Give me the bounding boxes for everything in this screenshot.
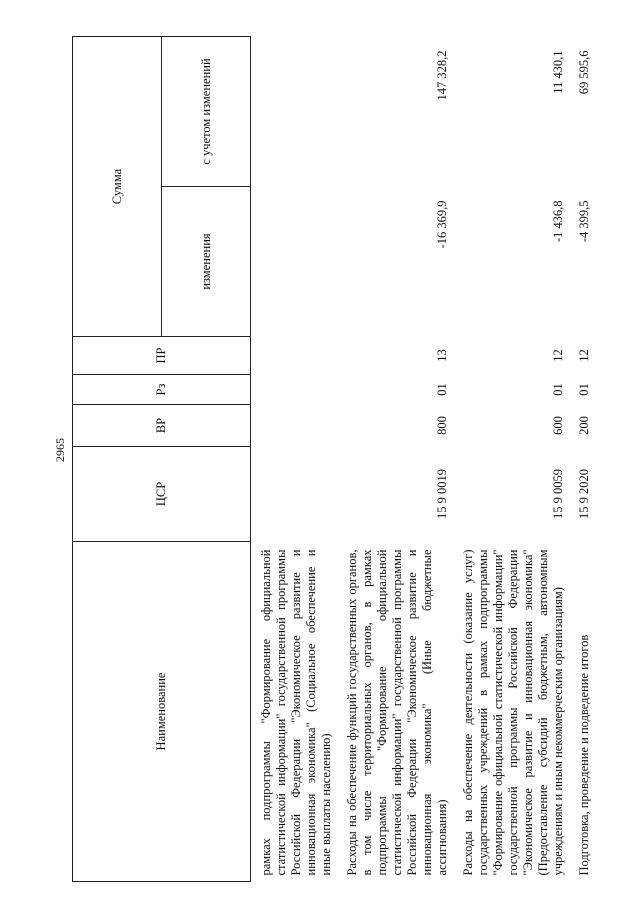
table-row	[251, 37, 338, 882]
header-pr: ПР	[73, 337, 251, 375]
row-csr	[251, 447, 338, 542]
row-vr	[251, 405, 338, 447]
row-csr: 15 9 2020	[577, 469, 591, 519]
header-name: Наименование	[73, 542, 251, 882]
row-change: -1 436,8	[551, 200, 565, 243]
row-total: 147 328,2	[435, 50, 449, 101]
header-with-changes: с учетом изменений	[162, 37, 251, 187]
row-vr: 200	[577, 416, 591, 435]
row-change: -16 369,9	[435, 200, 449, 249]
row-total: 69 595,6	[577, 50, 591, 95]
row-total: 11 430,1	[551, 50, 565, 94]
row-vr: 800	[435, 416, 449, 435]
row-pr: 12	[551, 349, 565, 362]
header-change: изменения	[162, 187, 251, 337]
row-rz	[251, 375, 338, 405]
header-csr: ЦСР	[73, 447, 251, 542]
row-pr: 12	[577, 349, 591, 362]
row-name: Подготовка, проведение и подведение итогов	[577, 634, 591, 876]
row-rz: 01	[435, 383, 449, 396]
header-vr: ВР	[73, 405, 251, 447]
row-csr: 15 9 0059	[551, 469, 565, 519]
table-row	[453, 37, 569, 882]
page-number: 2965	[53, 438, 67, 462]
row-name: рамках подпрограммы "Формирование официальной статистической информации" государственной программы Российской Федерации "Экономическое развитие и инновационная экономика" (Социальное обеспечение и иные выплаты населению)	[259, 549, 333, 876]
row-rz: 01	[551, 383, 565, 396]
row-name: Расходы на обеспечение функций государственных органов, в том числе территориальных органов, в рамках подпрограммы "Формирование официальной статистической информации" государственной программы Российской Федерации "Экономическое развитие и инновационная экономика" (Иные бюджетные ассигнования)	[345, 549, 449, 876]
table-row	[337, 37, 453, 882]
row-pr	[251, 337, 338, 375]
row-pr: 13	[435, 349, 449, 362]
row-csr: 15 9 0019	[435, 469, 449, 519]
row-name: Расходы на обеспечение деятельности (оказание услуг) государственных учреждений в рамках подпрограммы "Формирование официальной статистической информации" государственной программы Российской Федерации "Экономическое развитие и инновационная экономика" (Предоставление субсидий бюджетным, автономным учреждениям и иным некоммерческим организациям)	[461, 549, 565, 876]
budget-table	[72, 36, 595, 882]
row-rz: 01	[577, 383, 591, 396]
row-change: -4 399,5	[577, 200, 591, 243]
header-rz: Рз	[73, 375, 251, 405]
row-vr: 600	[551, 416, 565, 435]
rotated-page	[72, 37, 591, 882]
table-row	[569, 37, 595, 882]
header-sum: Сумма	[73, 37, 162, 337]
row-total	[251, 37, 338, 187]
row-change	[251, 187, 338, 337]
